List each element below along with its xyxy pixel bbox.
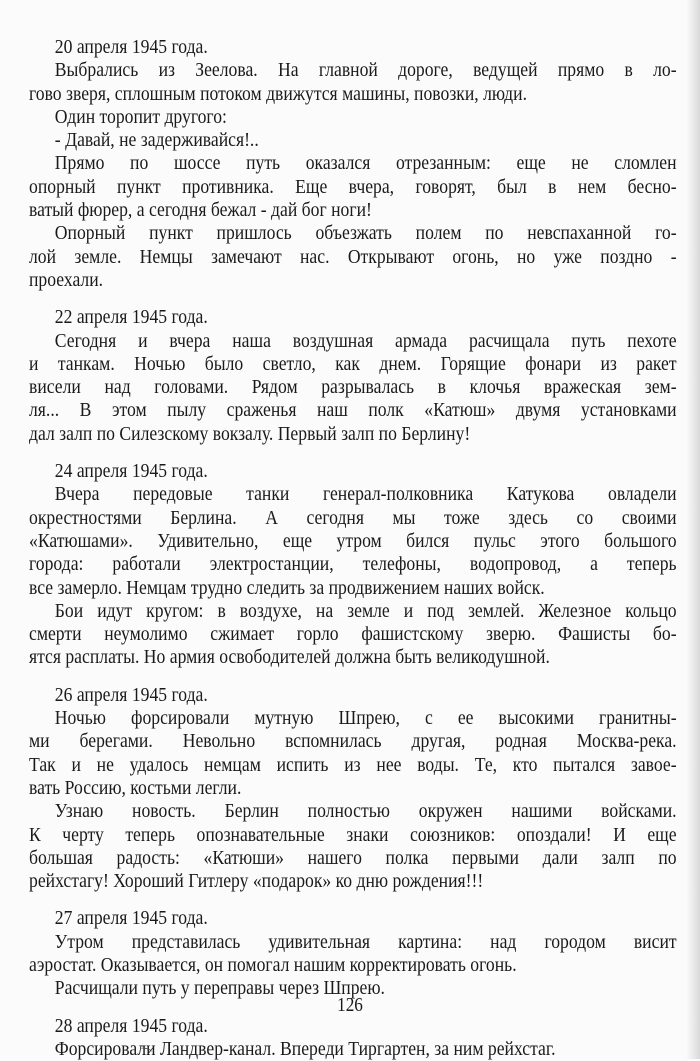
paragraph xyxy=(29,483,677,599)
text-line: «Катюшами». Удивительно, еще утром бился пульс этого большого xyxy=(29,529,677,552)
text-line: лой земле. Немцы замечают нас. Открывают огонь, но уже поздно - xyxy=(29,245,677,268)
paragraph xyxy=(29,129,677,152)
text-line: Форсировали Ландвер-канал. Впереди Тиргартен, за ним рейхстаг. xyxy=(54,1037,556,1060)
text-line: ля... В этом пылу сраженья наш полк «Катюш» двумя установками xyxy=(29,399,677,422)
text-line: опорный пункт противника. Еще вчера, говорят, был в нем бесно- xyxy=(29,175,677,198)
text-line: большая радость: «Катюши» нашего полка первыми дали залп по xyxy=(29,846,677,869)
text-line: вать Россию, костьми легли. xyxy=(29,776,242,799)
entry-date: 22 апреля 1945 года. xyxy=(54,306,208,329)
paragraph xyxy=(29,600,677,670)
text-line: ватый фюрер, а сегодня бежал - дай бог ноги! xyxy=(29,199,372,222)
paragraph xyxy=(29,330,677,446)
entry-date: 20 апреля 1945 года. xyxy=(54,36,208,58)
diary-entry xyxy=(29,684,677,894)
entry-date: 24 апреля 1945 года. xyxy=(54,460,208,483)
page-number: 126 xyxy=(337,994,363,1016)
text-line: К черту теперь опознавательные знаки союзников: опоздали! И еще xyxy=(29,823,677,846)
text-line: все замерло. Немцам трудно следить за продвижением наших войск. xyxy=(29,576,545,599)
text-line: гово зверя, сплошным потоком движутся машины, повозки, люди. xyxy=(29,82,527,105)
paragraph xyxy=(29,106,677,129)
text-line: Утром представилась удивительная картина: над городом висит xyxy=(54,930,677,953)
text-line: Выбрались из Зеелова. На главной дороге, ведущей прямо в ло- xyxy=(54,59,677,82)
paragraph xyxy=(29,59,677,106)
text-line: города: работали электростанции, телефоны, водопровод, а теперь xyxy=(29,553,677,576)
paragraph xyxy=(29,931,677,978)
paragraph xyxy=(29,707,677,800)
text-line: Бои идут кругом: в воздухе, на земле и под землей. Железное кольцо xyxy=(54,599,677,622)
entry-gap xyxy=(29,670,677,684)
paragraph xyxy=(29,800,677,893)
text-line: ми берегами. Невольно вспомнилась другая, родная Москва-река. xyxy=(29,730,677,753)
text-line: Расчищали путь у переправы через Шпрею. xyxy=(54,977,385,1000)
text-line: аэростат. Оказывается, он помогал нашим корректировать огонь. xyxy=(29,953,517,976)
paragraph xyxy=(29,152,677,222)
text-line: дал залп по Силезскому вокзалу. Первый залп по Берлину! xyxy=(29,422,471,445)
paragraph xyxy=(29,222,677,292)
text-line: проехали. xyxy=(29,268,104,291)
diary-entry xyxy=(29,306,677,446)
text-line: Опорный пункт пришлось объезжать полем по невспаханной го- xyxy=(54,222,677,245)
entry-date: 27 апреля 1945 года. xyxy=(54,907,208,930)
diary-entry xyxy=(29,36,677,292)
text-line: Прямо по шоссе путь оказался отрезанным: еще не сломлен xyxy=(54,152,677,175)
diary-text xyxy=(29,36,677,1061)
entry-gap xyxy=(29,292,677,306)
entry-date: 28 апреля 1945 года. xyxy=(54,1014,208,1037)
diary-entry xyxy=(29,907,677,1000)
text-line: и танкам. Ночью было светло, как днем. Горящие фонари из ракет xyxy=(29,352,677,375)
entry-gap xyxy=(29,893,677,907)
text-line: окрестностями Берлина. А сегодня мы тоже здесь со своими xyxy=(29,506,677,529)
text-line: Один торопит другого: xyxy=(54,105,227,128)
text-line: смерти неумолимо сжимает горло фашистскому зверю. Фашисты бо- xyxy=(29,623,677,646)
text-line: ятся расплаты. Но армия освободителей должна быть великодушной. xyxy=(29,646,550,669)
entry-gap xyxy=(29,446,677,460)
paragraph xyxy=(29,1038,677,1061)
text-line: Вчера передовые танки генерал-полковника Катукова овладели xyxy=(54,483,677,506)
text-line: Сегодня и вчера наша воздушная армада расчищала путь пехоте xyxy=(54,329,677,352)
diary-entry xyxy=(29,460,677,670)
page-edge-shadow xyxy=(686,0,700,1059)
text-line: - Давай, не задерживайся!.. xyxy=(54,129,259,152)
diary-entry xyxy=(29,1015,677,1061)
text-line: рейхстагу! Хороший Гитлеру «подарок» ко дню рождения!!! xyxy=(29,870,484,893)
text-line: висели над головами. Рядом разрывалась в клочья вражеская зем- xyxy=(29,376,677,399)
text-line: Узнаю новость. Берлин полностью окружен нашими войсками. xyxy=(54,800,677,823)
text-line: Так и не удалось немцам испить из нее воды. Те, кто пытался завое- xyxy=(29,753,677,776)
text-line: Ночью форсировали мутную Шпрею, с ее высокими гранитны- xyxy=(54,707,677,730)
entry-date: 26 апреля 1945 года. xyxy=(54,683,208,706)
